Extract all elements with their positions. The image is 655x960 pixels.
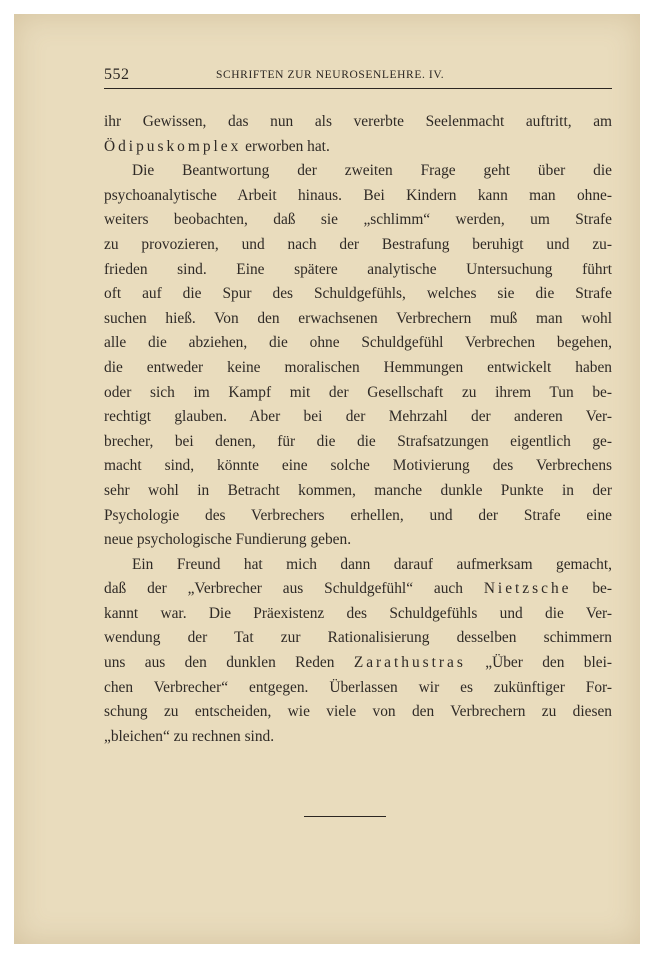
text-line: weiters beobachten, daß sie „schlimm“ werden, um Strafe: [104, 211, 612, 229]
text-line: frieden sind. Eine spätere analytische Untersuchung führt: [104, 260, 612, 278]
spaced-term: Nietzsche: [483, 580, 572, 598]
text-line: suchen hieß. Von den erwachsenen Verbrechern muß man wohl: [104, 309, 612, 327]
text-line: chen Verbrecher“ entgegen. Überlassen wir es zukünftiger For-: [104, 678, 612, 696]
text-line: oder sich im Kampf mit der Gesellschaft zu ihrem Tun be-: [104, 383, 612, 401]
text-line: sehr wohl in Betracht kommen, manche dunkle Punkte in der: [104, 481, 612, 499]
spaced-term: Ödipuskomplex: [104, 137, 242, 155]
text-line: psychoanalytische Arbeit hinaus. Bei Kindern kann man ohne-: [104, 186, 612, 204]
text-line: uns aus den dunklen Reden Zarathustras „Über den blei-: [104, 654, 612, 672]
running-header: [104, 62, 612, 89]
text-line: rechtigt glauben. Aber bei der Mehrzahl der anderen Ver-: [104, 408, 612, 426]
text-line: kannt war. Die Präexistenz des Schuldgefühls und die Ver-: [104, 604, 612, 622]
spaced-term: Zarathustras: [353, 654, 466, 672]
text-line: Ödipuskomplex erworben hat.: [104, 137, 330, 155]
text-line: neue psychologische Fundierung geben.: [104, 531, 352, 549]
closing-rule: [304, 816, 386, 817]
running-title: SCHRIFTEN ZUR NEUROSENLEHRE. IV.: [216, 69, 445, 81]
text-line: Psychologie des Verbrechers erhellen, und der Strafe eine: [104, 506, 612, 524]
text-line: die entweder keine moralischen Hemmungen entwickelt haben: [104, 358, 612, 376]
text-line: schung zu entscheiden, wie viele von den Verbrechern zu diesen: [104, 703, 612, 721]
text-line: Die Beantwortung der zweiten Frage geht über die: [132, 162, 612, 180]
body-text: [104, 110, 612, 749]
text-line: „bleichen“ zu rechnen sind.: [104, 727, 275, 745]
page-number: 552: [104, 66, 130, 83]
text-line: Ein Freund hat mich dann darauf aufmerksam gemacht,: [132, 555, 612, 573]
text-line: daß der „Verbrecher aus Schuldgefühl“ auch Nietzsche be-: [104, 580, 613, 598]
text-line: macht sind, könnte eine solche Motivierung des Verbrechens: [104, 457, 612, 475]
text-line: ihr Gewissen, das nun als vererbte Seelenmacht auftritt, am: [104, 113, 612, 130]
text-line: alle die abziehen, die ohne Schuldgefühl Verbrechen begehen,: [104, 334, 612, 352]
text-line: zu provozieren, und nach der Bestrafung beruhigt und zu-: [104, 235, 612, 253]
text-line: brecher, bei denen, für die die Strafsatzungen eigentlich ge-: [104, 432, 612, 450]
text-line: wendung der Tat zur Rationalisierung desselben schimmern: [104, 629, 612, 647]
text-line: oft auf die Spur des Schuldgefühls, welches sie die Strafe: [104, 285, 612, 303]
